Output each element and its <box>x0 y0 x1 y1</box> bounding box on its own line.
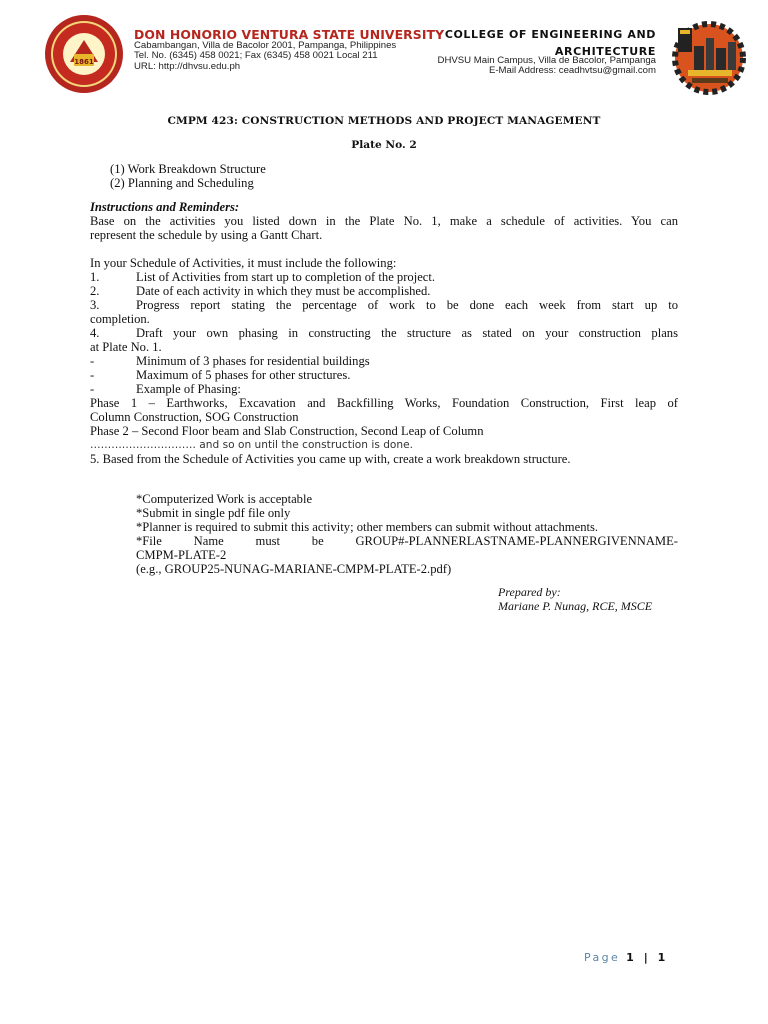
svg-text:1861: 1861 <box>74 58 94 66</box>
dash-item-text: Minimum of 3 phases for residential buildings <box>136 354 370 368</box>
list-item <box>90 284 678 298</box>
university-url: URL: http://dhvsu.edu.ph <box>134 60 241 72</box>
college-logo-icon <box>668 18 750 96</box>
filename-rule-continuation: CMPM-PLATE-2 <box>136 548 227 562</box>
note-line: *Planner is required to submit this activity; other members can submit without attachments. <box>136 520 599 534</box>
page-separator: | <box>643 951 648 964</box>
item-5: 5. Based from the Schedule of Activities you came up with, create a work breakdown structure. <box>90 452 571 466</box>
list-item-text: Progress report stating the percentage of work to be done each week from start up to <box>136 298 678 312</box>
plate-number: Plate No. 2 <box>351 139 417 151</box>
page-total: 1 <box>657 951 666 964</box>
dash-item <box>90 368 678 382</box>
dash-marker: - <box>90 382 95 396</box>
list-item <box>90 326 678 340</box>
list-item <box>90 298 678 312</box>
filename-example: (e.g., GROUP25-NUNAG-MARIANE-CMPM-PLATE-2.pdf) <box>136 562 452 576</box>
dash-marker: - <box>90 354 95 368</box>
course-title: CMPM 423: CONSTRUCTION METHODS AND PROJECT MANAGEMENT <box>167 115 601 127</box>
college-name-line-2: ARCHITECTURE <box>554 45 656 58</box>
list-item-text: Draft your own phasing in constructing the structure as stated on your construction plans <box>136 326 678 340</box>
university-contact <box>134 41 396 72</box>
list-item-text: Date of each activity in which they must be accomplished. <box>136 284 431 298</box>
dash-item-text: Maximum of 5 phases for other structures. <box>136 368 351 382</box>
college-name-line-1: COLLEGE OF ENGINEERING AND <box>444 28 656 41</box>
list-item-number: 1. <box>90 270 100 284</box>
submission-notes <box>90 492 678 576</box>
document-body <box>90 110 678 576</box>
page-number: 1 <box>626 951 634 964</box>
page-footer <box>584 951 665 964</box>
intro-line: represent the schedule by using a Gantt Chart. <box>90 228 323 242</box>
university-seal-icon <box>44 14 124 94</box>
note-line: *Submit in single pdf file only <box>136 506 291 520</box>
prepared-by-label: Prepared by: <box>498 585 561 599</box>
filename-rule: *File Name must be GROUP#-PLANNERLASTNAME-PLANNERGIVENNAME- <box>136 534 678 548</box>
college-contact <box>438 56 656 77</box>
topic-item: (2) Planning and Scheduling <box>110 176 254 190</box>
schedule-intro: In your Schedule of Activities, it must include the following: <box>90 256 397 270</box>
list-item-number: 2. <box>90 284 100 298</box>
topic-list <box>90 162 678 190</box>
dash-item <box>90 354 678 368</box>
phase-1-line: Phase 1 – Earthworks, Excavation and Backfilling Works, Foundation Construction, First leap of <box>90 396 678 410</box>
note-line: *Computerized Work is acceptable <box>136 492 313 506</box>
page-label: Page <box>584 951 621 964</box>
prepared-by-block <box>498 586 652 613</box>
list-item-continuation: completion. <box>90 312 150 326</box>
topic-item: (1) Work Breakdown Structure <box>110 162 266 176</box>
phase-1-line: Column Construction, SOG Construction <box>90 410 299 424</box>
college-email: E-Mail Address: ceadhvtsu@gmail.com <box>488 65 656 77</box>
university-phone: Tel. No. (6345) 458 0021; Fax (6345) 458 0021 Local 211 <box>134 50 378 62</box>
preparer-name: Mariane P. Nunag, RCE, MSCE <box>498 598 653 613</box>
dash-item-text: Example of Phasing: <box>136 382 241 396</box>
college-campus: DHVSU Main Campus, Villa de Bacolor, Pampanga <box>437 55 656 66</box>
phase-2-line: Phase 2 – Second Floor beam and Slab Construction, Second Leap of Column <box>90 424 484 438</box>
list-item-continuation: at Plate No. 1. <box>90 340 162 354</box>
intro-line: Base on the activities you listed down in the Plate No. 1, make a schedule of activities. You can <box>90 214 678 228</box>
university-name: DON HONORIO VENTURA STATE UNIVERSITY <box>134 27 445 42</box>
list-item-number: 4. <box>90 326 100 340</box>
list-item-text: List of Activities from start up to completion of the project. <box>136 270 436 284</box>
list-item-number: 3. <box>90 298 100 312</box>
list-item <box>90 270 678 284</box>
continuation-line: ………………………… and so on until the construction is done. <box>90 439 414 451</box>
instructions-heading: Instructions and Reminders: <box>90 200 240 214</box>
dash-marker: - <box>90 368 95 382</box>
university-address: Cabambangan, Villa de Bacolor 2001, Pampanga, Philippines <box>134 40 397 51</box>
dash-item <box>90 382 678 396</box>
letterhead <box>0 0 768 100</box>
